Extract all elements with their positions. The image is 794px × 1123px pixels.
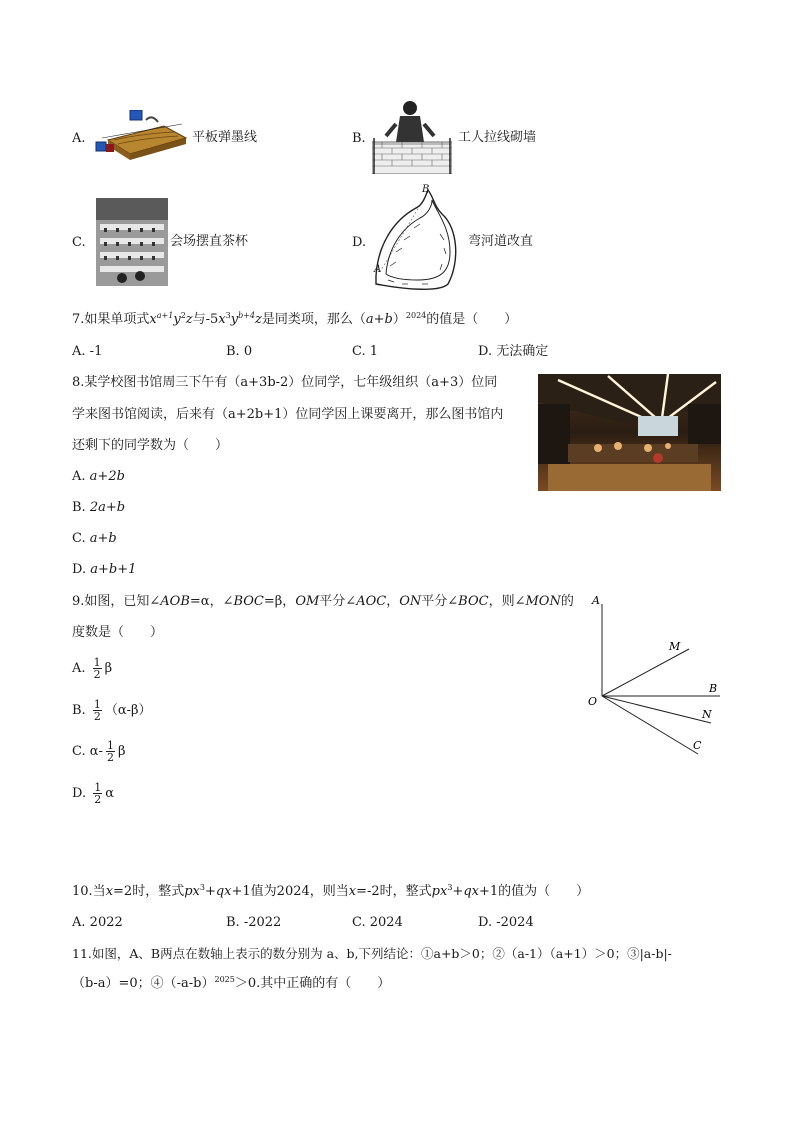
exponent: 2 <box>180 311 186 320</box>
option-letter: C. <box>352 915 366 930</box>
ray-om <box>602 649 689 696</box>
ray-oc <box>602 696 698 754</box>
question-11-line-2 <box>72 975 390 993</box>
option-value: -2024 <box>496 915 534 930</box>
option-value: 0 <box>243 344 253 359</box>
option-letter: B. <box>72 703 86 718</box>
option-letter: C. <box>72 235 86 250</box>
option-letter: D. <box>478 344 493 359</box>
fraction <box>93 782 102 805</box>
option-label: 平板弹墨线 <box>192 130 258 145</box>
question-9-option-a <box>72 657 112 680</box>
option-letter: B. <box>352 131 366 146</box>
question-9-line-1 <box>72 593 574 611</box>
stem-text: 10.当 <box>72 884 106 899</box>
denominator: 2 <box>93 668 101 681</box>
stem-text: 的 <box>560 594 574 609</box>
option-label: 弯河道改直 <box>468 234 534 249</box>
stem-text: 是同类项，那么（ <box>261 312 366 327</box>
point-label-a: A <box>592 594 600 607</box>
ray-name: OM <box>295 594 320 609</box>
var: x <box>218 312 226 327</box>
option-letter: B. <box>226 915 240 930</box>
question-8-line-1: 8.某学校图书馆周三下午有（a+3b-2）位同学，七年级组织（a+3）位同 <box>72 375 498 390</box>
option-c <box>352 914 403 932</box>
option-value: a+2b <box>89 469 125 484</box>
ray-name: ON <box>399 594 422 609</box>
var: z <box>185 312 193 327</box>
river-straighten-image <box>368 184 464 298</box>
stem-text: 如果单项式 <box>84 312 150 327</box>
var: y <box>173 312 181 327</box>
river-label-a: A <box>374 264 382 275</box>
question-8-line-3: 还剩下的同学数为（ ） <box>72 438 229 453</box>
option-letter: A. <box>72 131 86 146</box>
var: x <box>149 312 157 327</box>
question-9-option-d <box>72 782 114 805</box>
option-letter: A. <box>72 661 86 676</box>
option-value: α- <box>89 744 103 759</box>
option-value: 1 <box>369 344 379 359</box>
stem-text: =α，∠ <box>189 594 234 609</box>
stem-text: + <box>204 884 216 899</box>
option-letter: D. <box>478 915 493 930</box>
option-d <box>478 343 548 361</box>
question-8-line-2: 学来图书馆阅读，后来有（a+2b+1）位同学因上课要离开，那么图书馆内 <box>72 407 504 422</box>
option-label: 会场摆直茶杯 <box>170 234 249 249</box>
denominator: 2 <box>106 751 114 764</box>
question-9-option-b <box>72 699 152 722</box>
point-label-c: C <box>693 739 702 752</box>
option-value: a+b+1 <box>90 562 137 577</box>
denominator: 2 <box>93 710 101 723</box>
option-d <box>72 561 136 579</box>
option-value: 2024 <box>369 915 403 930</box>
option-value: 2022 <box>89 915 123 930</box>
option-value: β <box>117 744 126 759</box>
option-letter: C. <box>72 744 86 759</box>
option-c <box>72 530 117 548</box>
fraction <box>93 657 102 680</box>
stem-text: ＞0.其中正确的有（ ） <box>234 976 391 991</box>
expr: qx <box>463 884 479 899</box>
expr: qx <box>215 884 232 899</box>
exponent: 3 <box>447 883 453 892</box>
exponent: 3 <box>199 883 205 892</box>
question-11-line-1: 11.如图，A、B两点在数轴上表示的数分别为 a、b,下列结论：①a+b＞0；②（a-1）（a+1）＞0；③|a-b|- <box>72 946 672 961</box>
option-a <box>72 468 125 486</box>
option-label: 工人拉线砌墙 <box>458 130 537 145</box>
stem-text: =-2时，整式 <box>356 884 432 899</box>
option-letter: C. <box>352 344 366 359</box>
stem-text: =β， <box>263 594 296 609</box>
stem-text: 与-5 <box>192 312 219 327</box>
option-letter: A. <box>72 915 86 930</box>
numerator: 1 <box>93 656 101 669</box>
stem-text: + <box>452 884 464 899</box>
option-letter: D. <box>72 562 87 577</box>
option-value: β <box>104 661 113 676</box>
ray-on <box>602 696 711 723</box>
option-letter: D. <box>352 235 367 250</box>
numerator: 1 <box>106 739 114 752</box>
question-9-option-c <box>72 740 125 763</box>
option-value: 无法确定 <box>496 344 549 359</box>
option-a <box>72 914 123 932</box>
angle-name: BOC <box>233 594 264 609</box>
var: y <box>230 312 239 327</box>
var: z <box>255 312 262 327</box>
option-letter: B. <box>226 344 240 359</box>
denominator: 2 <box>94 793 102 806</box>
worker-wall-image <box>372 98 452 174</box>
option-value: 2a+b <box>89 500 126 515</box>
option-value: -2022 <box>243 915 282 930</box>
angle-name: MON <box>525 594 561 609</box>
option-d <box>478 914 534 932</box>
stem-text: ， <box>386 594 400 609</box>
option-letter: A. <box>72 344 86 359</box>
exponent: 3 <box>225 311 231 320</box>
exponent: 2025 <box>214 975 235 984</box>
question-7-stem: 7.如果单项式$x^{a+1}y^2z$与$-5x^3y^{b+4}z$是同类项，那么$(a+b)^{2024}$的值是（ ） <box>72 311 518 327</box>
stem-text: ，则∠ <box>488 594 526 609</box>
stem-text: =2时，整式 <box>113 884 185 899</box>
stem-text: （b-a）=0；④（-a-b） <box>72 976 215 991</box>
question-9-line-2: 度数是（ ） <box>72 625 164 640</box>
question-number: 7. <box>72 312 85 327</box>
angle-name: AOB <box>160 594 190 609</box>
library-photo <box>538 374 721 491</box>
exponent: 2024 <box>405 311 427 320</box>
expr: px <box>184 884 200 899</box>
river-label-b: B <box>422 184 430 195</box>
numerator: 1 <box>94 781 102 794</box>
point-label-n: N <box>702 708 712 721</box>
question-10-stem <box>72 883 589 901</box>
option-c <box>352 343 378 361</box>
option-value: -1 <box>89 344 103 359</box>
stem-text: 的值是（ ） <box>426 312 518 327</box>
option-letter: A. <box>72 469 86 484</box>
expr: px <box>431 884 448 899</box>
option-letter: D. <box>72 786 87 801</box>
fraction <box>106 740 115 763</box>
option-b <box>226 343 252 361</box>
stem-text: +1的值为（ ） <box>478 884 590 899</box>
option-letter: C. <box>72 531 86 546</box>
point-label-o: O <box>588 695 598 708</box>
fraction <box>93 699 102 722</box>
option-letter: B. <box>72 500 86 515</box>
meeting-cups-image <box>96 198 168 286</box>
exponent: b+4 <box>238 311 256 320</box>
point-label-b: B <box>709 682 718 695</box>
angle-figure <box>585 588 725 763</box>
option-b <box>226 914 281 932</box>
option-a <box>72 343 102 361</box>
numerator: 1 <box>93 698 101 711</box>
stem-text: 平分∠ <box>319 594 357 609</box>
stem-text: +1值为2024，则当 <box>231 884 349 899</box>
var: x <box>105 884 114 899</box>
option-value: a+b <box>89 531 117 546</box>
ink-line-board-image <box>94 110 190 162</box>
stem-text: 9.如图，已知∠ <box>72 594 161 609</box>
option-value: α <box>105 786 115 801</box>
angle-name: BOC <box>458 594 489 609</box>
angle-name: AOC <box>356 594 387 609</box>
var: x <box>348 884 357 899</box>
option-value: （α-β） <box>104 703 152 718</box>
exponent: a+1 <box>156 311 174 320</box>
stem-text: 平分∠ <box>421 594 459 609</box>
option-b <box>72 499 125 517</box>
expr: a+b <box>365 312 393 327</box>
point-label-m: M <box>669 640 681 653</box>
